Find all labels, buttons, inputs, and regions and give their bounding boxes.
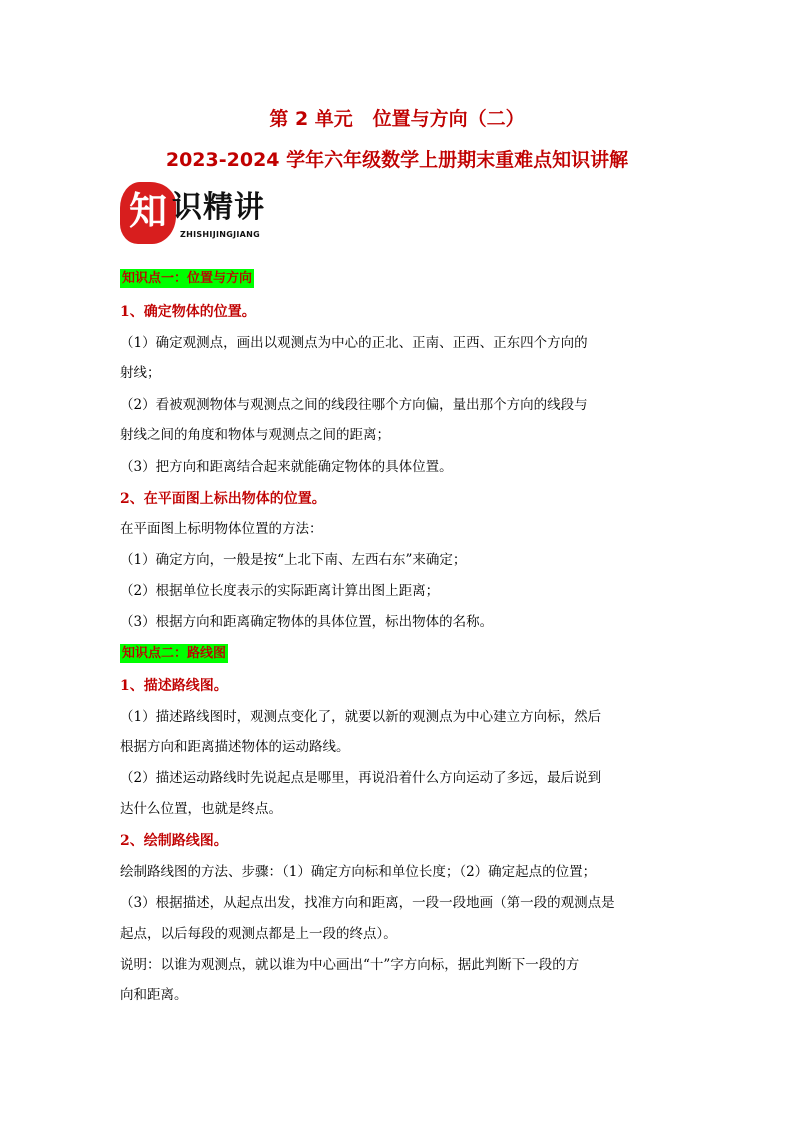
section1-para2b: 射线之间的角度和物体与观测点之间的距离； [120, 427, 390, 443]
section1-method2: （2）根据单位长度表示的实际距离计算出图上距离； [120, 583, 440, 599]
document-subtitle: 2023-2024 学年六年级数学上册期末重难点知识讲解 [165, 149, 629, 171]
section2-drawing1: 绘制路线图的方法、步骤：（1）确定方向标和单位长度；（2）确定起点的位置； [120, 864, 597, 880]
section2-para1a: （1）描述路线图时，观测点变化了，就要以新的观测点为中心建立方向标，然后 [120, 709, 602, 725]
section1-label-wrap [120, 269, 680, 288]
section1-para1b: 射线； [120, 365, 161, 381]
section1-para2a: （2）看被观测物体与观测点之间的线段往哪个方向偏，量出那个方向的线段与 [120, 397, 588, 413]
section1-para1a: （1）确定观测点，画出以观测点为中心的正北、正南、正西、正东四个方向的 [120, 335, 588, 351]
section2-para1b: 根据方向和距离描述物体的运动路线。 [120, 739, 350, 755]
section2-para2a: （2）描述运动路线时先说起点是哪里，再说沿着什么方向运动了多远，最后说到 [120, 770, 602, 786]
section1-method1: （1）确定方向，一般是按“上北下南、左西右东”来确定； [120, 552, 467, 568]
section2-note1: 说明：以谁为观测点，就以谁为中心画出“十”字方向标，据此判断下一段的方 [120, 957, 580, 973]
section2-drawing2: （3）根据描述，从起点出发，找准方向和距离，一段一段地画（第一段的观测点是 [120, 895, 615, 911]
logo-pinyin: ZHISHIJINGJIANG [180, 230, 261, 239]
section2-heading2: 2、绘制路线图。 [120, 833, 228, 849]
section1-label: 知识点一：位置与方向 [122, 271, 253, 286]
section2-para2b: 达什么位置，也就是终点。 [120, 801, 282, 817]
unit-title: 第 2 单元 位置与方向（二） [269, 108, 525, 130]
section2-drawing3: 起点，以后每段的观测点都是上一段的终点）。 [120, 926, 397, 942]
section2-heading1: 1、描述路线图。 [120, 678, 228, 694]
section1-method3: （3）根据方向和距离确定物体的具体位置，标出物体的名称。 [120, 614, 494, 630]
logo-badge-char: 知 [128, 189, 167, 233]
section1-heading2: 2、在平面图上标出物体的位置。 [120, 491, 326, 507]
section2-label: 知识点二：路线图 [122, 646, 227, 661]
section1-intro: 在平面图上标明物体位置的方法： [120, 521, 323, 537]
section1-para3: （3）把方向和距离结合起来就能确定物体的具体位置。 [120, 459, 453, 475]
section2-note2: 向和距离。 [120, 987, 188, 1003]
logo-text: 识精讲 [172, 190, 265, 225]
section2-label-wrap [120, 644, 680, 663]
knowledge-logo [120, 182, 290, 248]
section1-heading1: 1、确定物体的位置。 [120, 304, 256, 320]
